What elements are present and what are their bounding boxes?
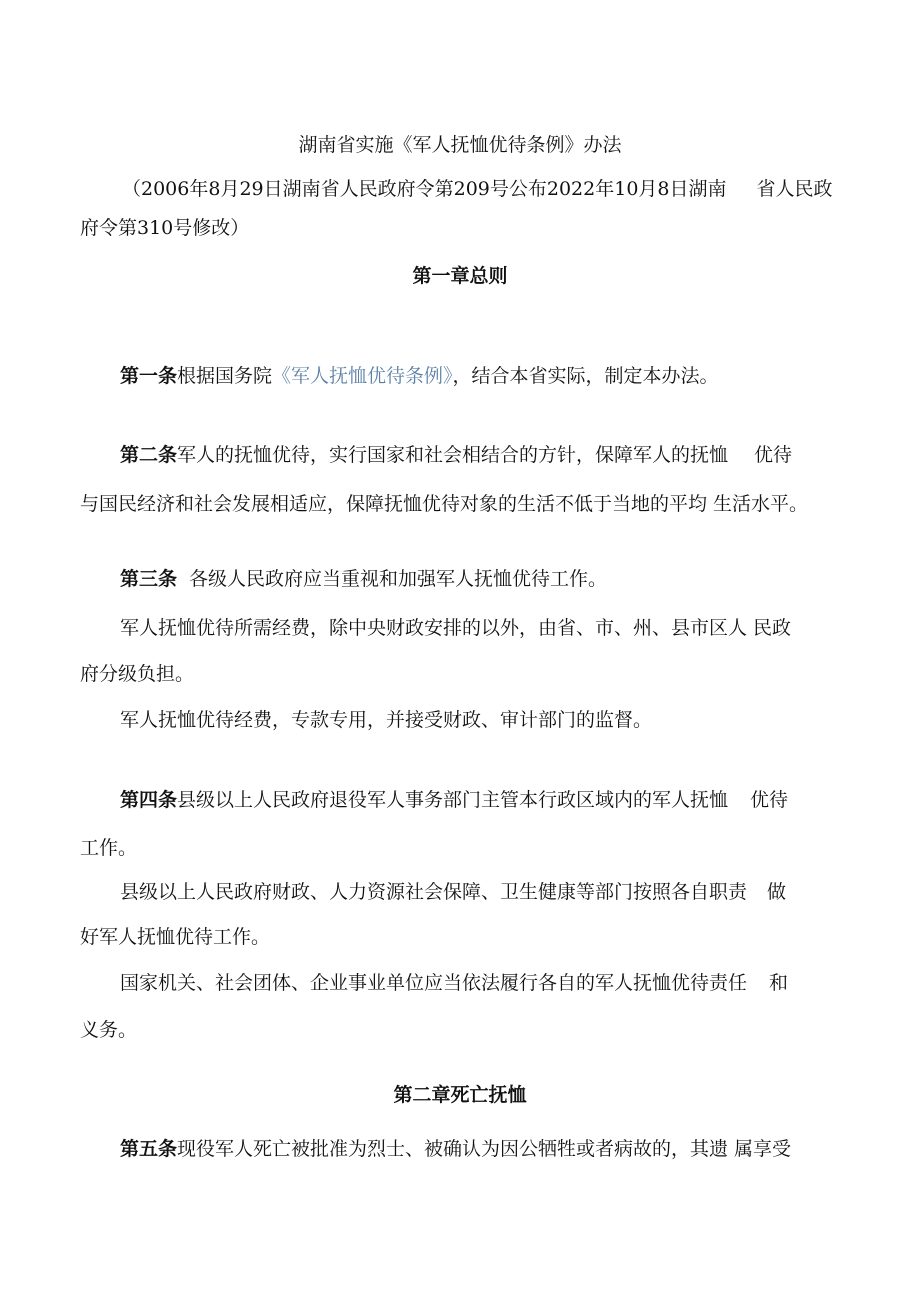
article-1-label: 第一条 — [120, 365, 178, 387]
regulation-link[interactable]: 《军人抚恤优待条例》 — [272, 365, 453, 387]
article-1-text-before: 根据国务院 — [177, 365, 273, 387]
document-title: 湖南省实施《军人抚恤优待条例》办法 — [298, 134, 622, 156]
article-1-text-after: ，结合本省实际，制定本办法。 — [452, 365, 719, 387]
subtitle-line-2: 府令第310号修改） — [80, 217, 250, 239]
subtitle-part-a: （2006年8月29日湖南省人民政府令第209号公布2022年10月8日湖南 — [122, 178, 727, 200]
article-3-para-2-line-1 — [120, 614, 840, 642]
article-2-line-2 — [80, 490, 840, 518]
article-4-text-a: 县级以上人民政府退役军人事务部门主管本行政区域内的军人抚恤 — [177, 789, 729, 811]
article-4-para-2-text-b: 做 — [767, 881, 787, 903]
article-2-text-b: 优待 — [754, 444, 793, 466]
article-1 — [120, 362, 840, 390]
article-2-line-1 — [120, 441, 840, 469]
article-4-text-b: 优待 — [750, 789, 789, 811]
article-2-text-c: 与国民经济和社会发展相适应，保障抚恤优待对象的生活不低于当地的平均 — [80, 493, 708, 515]
article-4-para-3-text-a: 国家机关、社会团体、企业事业单位应当依法履行各自的军人抚恤优待责任 — [120, 972, 748, 994]
article-3-para-2-text-b: 民政 — [753, 617, 792, 639]
article-4-line-2: 工作。 — [80, 837, 138, 859]
subtitle-line-1 — [122, 175, 842, 203]
article-4-para-2-line-2: 好军人抚恤优待工作。 — [80, 926, 271, 948]
chapter-heading-1: 第一章总则 — [412, 265, 508, 287]
article-2-text-a: 军人的抚恤优待，实行国家和社会相结合的方针，保障军人的抚恤 — [177, 444, 729, 466]
article-3-label: 第三条 — [120, 568, 178, 590]
article-2-label: 第二条 — [120, 444, 178, 466]
article-5-line-1 — [120, 1135, 840, 1163]
article-5-label: 第五条 — [120, 1138, 178, 1160]
chapter-heading-2: 第二章死亡抚恤 — [393, 1084, 527, 1106]
article-4-para-3-line-2: 义务。 — [80, 1019, 138, 1041]
article-4-para-2-line-1 — [120, 878, 840, 906]
article-4-label: 第四条 — [120, 789, 178, 811]
article-4-para-2-text-a: 县级以上人民政府财政、人力资源社会保障、卫生健康等部门按照各自职责 — [120, 881, 748, 903]
subtitle-part-b: 省人民政 — [756, 178, 833, 200]
article-4-line-1 — [120, 786, 840, 814]
article-5-text-b: 属享受 — [734, 1138, 792, 1160]
article-5-text-a: 现役军人死亡被批准为烈士、被确认为因公牺牲或者病故的，其遗 — [177, 1138, 729, 1160]
article-4-para-3-text-b: 和 — [769, 972, 789, 994]
article-3-para-1: 各级人民政府应当重视和加强军人抚恤优待工作。 — [189, 568, 608, 590]
article-3-para-2-line-2: 府分级负担。 — [80, 663, 195, 685]
article-3-para-2-text-a: 军人抚恤优待所需经费，除中央财政安排的以外，由省、市、州、县市区人 — [120, 617, 748, 639]
article-2-text-d: 生活水平。 — [713, 493, 809, 515]
article-4-para-3-line-1 — [120, 969, 840, 997]
article-3-para-3: 军人抚恤优待经费，专款专用，并接受财政、审计部门的监督。 — [120, 709, 653, 731]
article-3-line-1 — [120, 565, 840, 593]
